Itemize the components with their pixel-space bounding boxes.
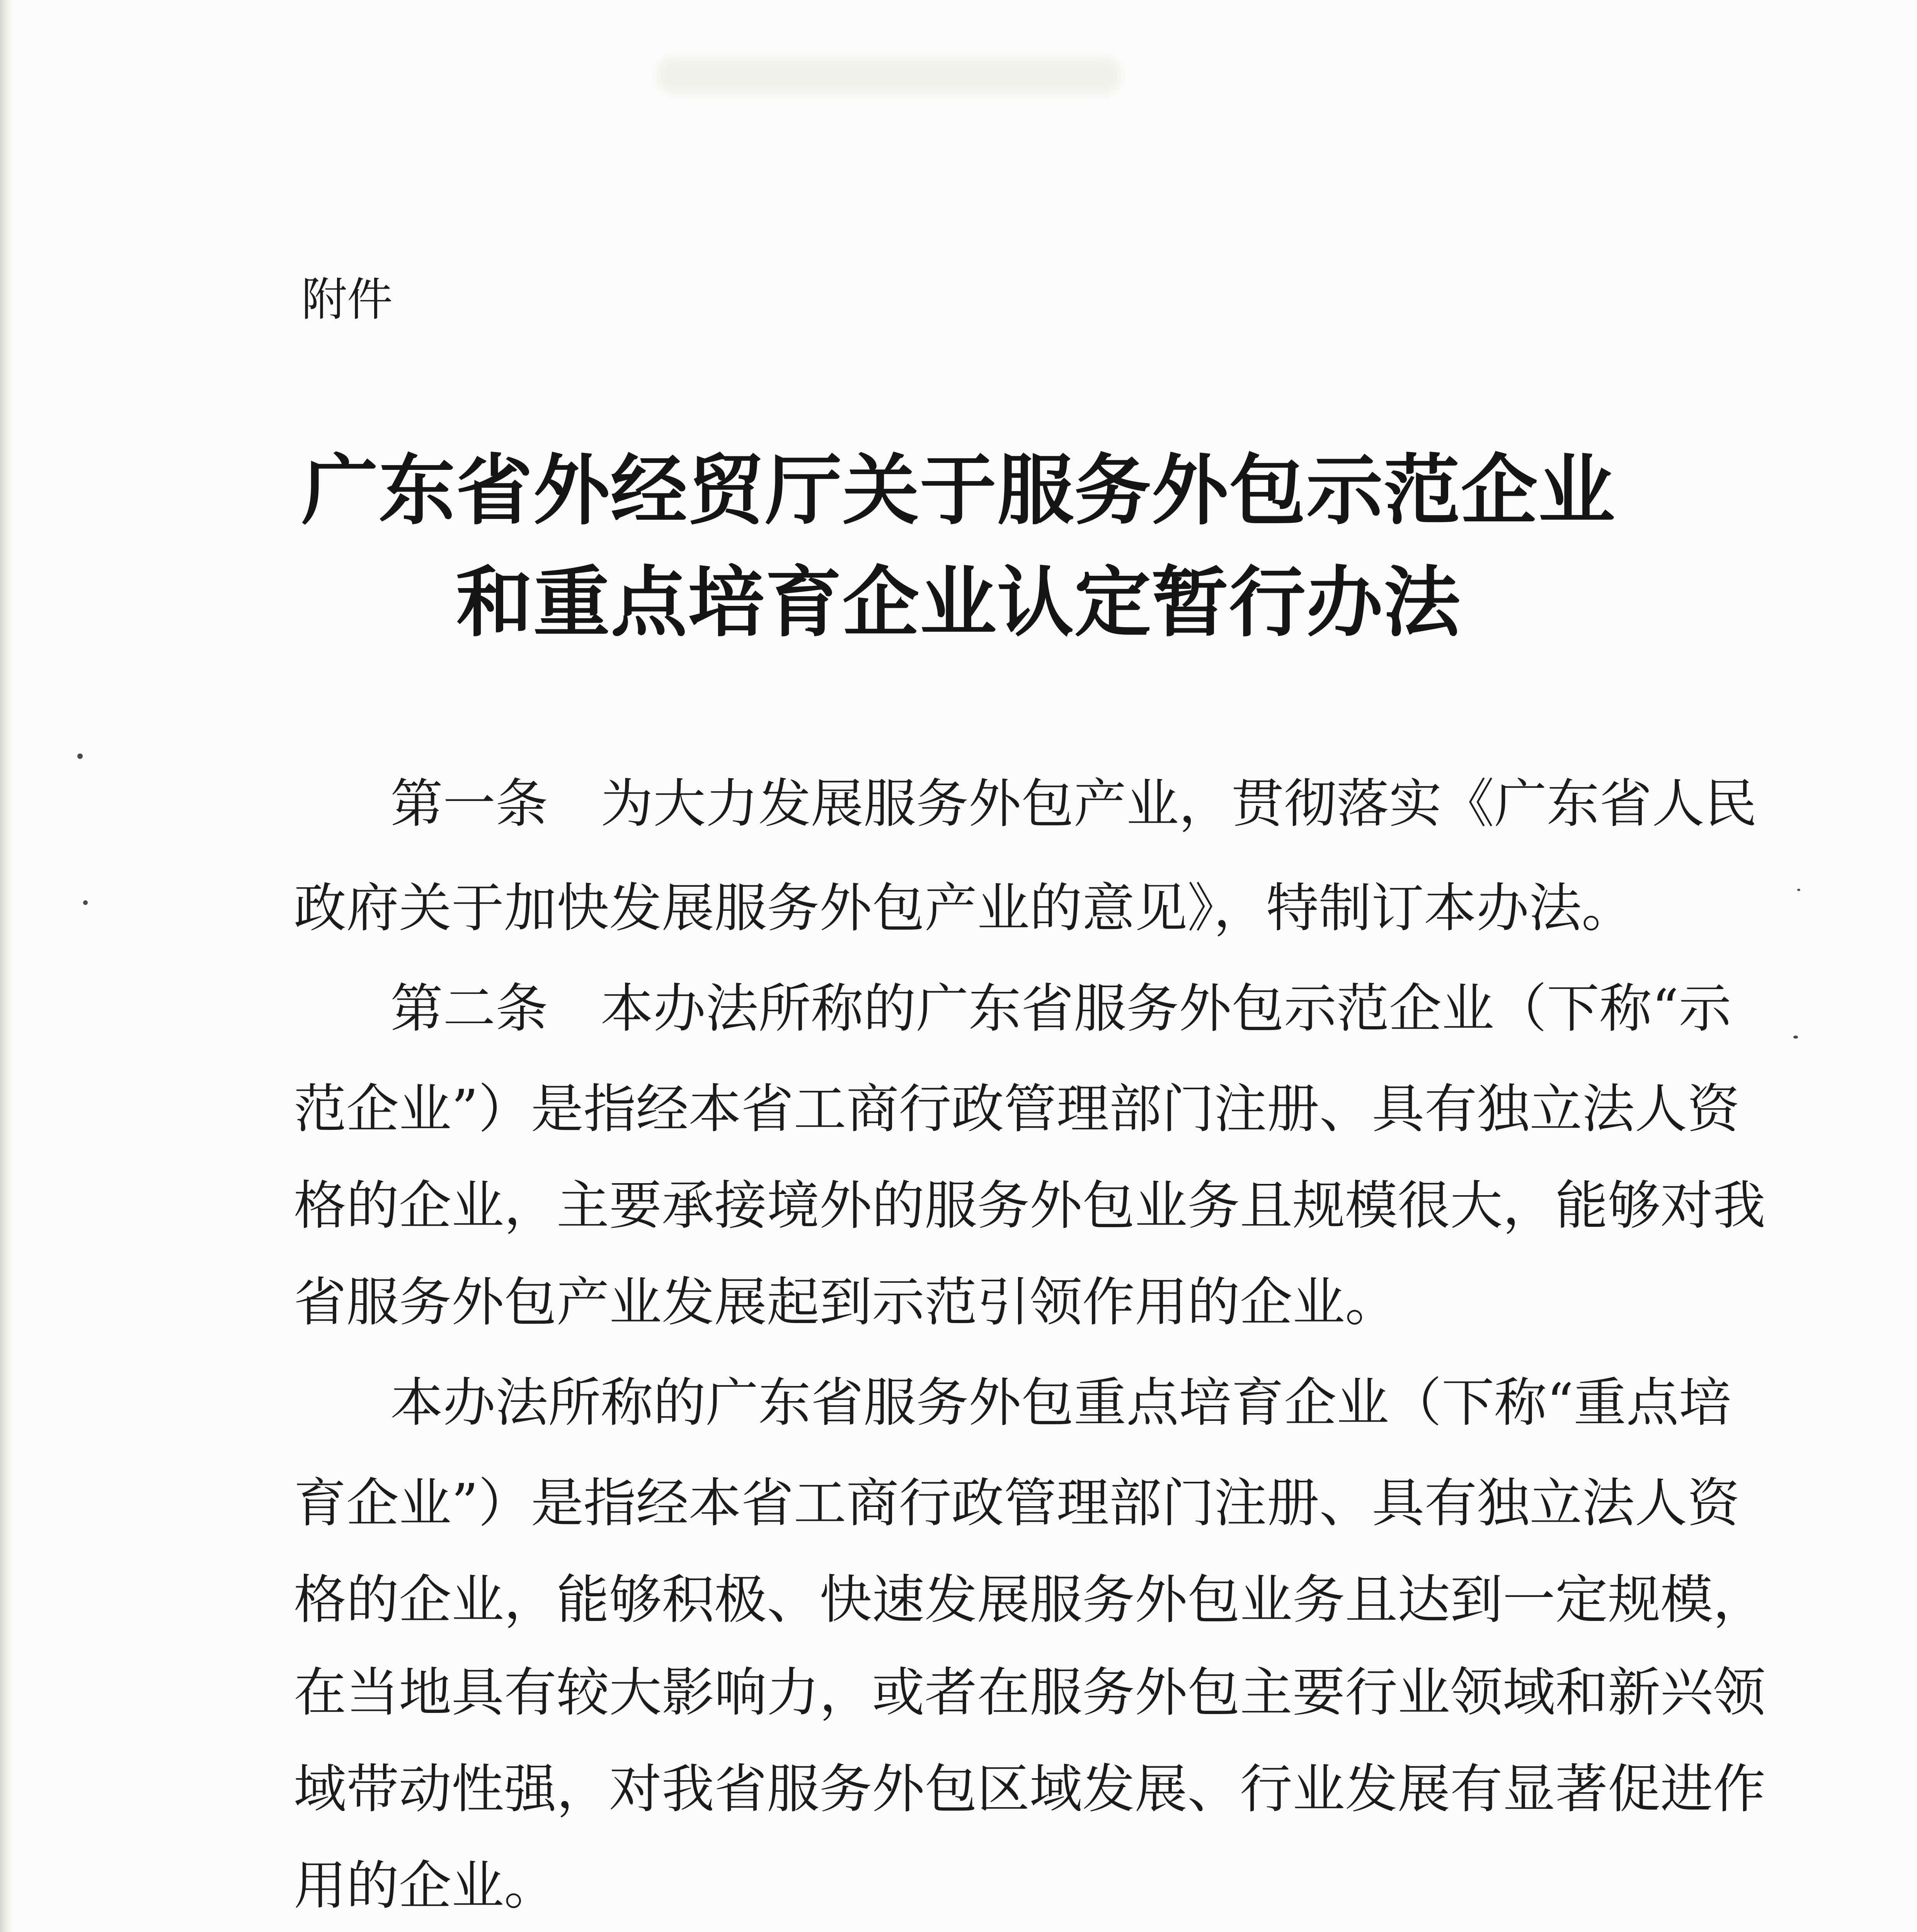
document-title-line-1: 广东省外经贸厅关于服务外包示范企业	[301, 445, 1616, 535]
scan-speck	[1793, 1036, 1798, 1039]
document-title-line-2: 和重点培育企业认定暂行办法	[456, 557, 1461, 647]
attachment-label: 附件	[301, 273, 393, 326]
body-line: 育企业”）是指经本省工商行政管理部门注册、具有独立法人资	[294, 1473, 1740, 1534]
body-line: 用的企业。	[294, 1855, 557, 1917]
scan-speck	[77, 753, 83, 759]
body-line: 域带动性强，对我省服务外包区域发展、行业发展有显著促进作	[294, 1759, 1765, 1820]
scan-bleed-through	[657, 58, 1121, 93]
body-line: 本办法所称的广东省服务外包重点培育企业（下称“重点培	[390, 1372, 1731, 1434]
scan-speck	[83, 900, 88, 905]
scan-edge-shadow	[0, 0, 14, 1932]
body-line: 范企业”）是指经本省工商行政管理部门注册、具有独立法人资	[294, 1079, 1740, 1140]
body-line: 第一条 为大力发展服务外包产业，贯彻落实《广东省人民	[390, 774, 1757, 835]
body-line: 格的企业，主要承接境外的服务外包业务且规模很大，能够对我	[294, 1175, 1765, 1236]
body-line: 格的企业，能够积极、快速发展服务外包业务且达到一定规模，	[294, 1570, 1765, 1631]
body-line: 在当地具有较大影响力，或者在服务外包主要行业领域和新兴领	[294, 1662, 1765, 1723]
body-line: 政府关于加快发展服务外包产业的意见》，特制订本办法。	[294, 878, 1634, 939]
body-line: 省服务外包产业发展起到示范引领作用的企业。	[294, 1272, 1398, 1333]
body-line: 第二条 本办法所称的广东省服务外包示范企业（下称“示	[390, 978, 1731, 1039]
scan-speck	[1797, 889, 1800, 891]
